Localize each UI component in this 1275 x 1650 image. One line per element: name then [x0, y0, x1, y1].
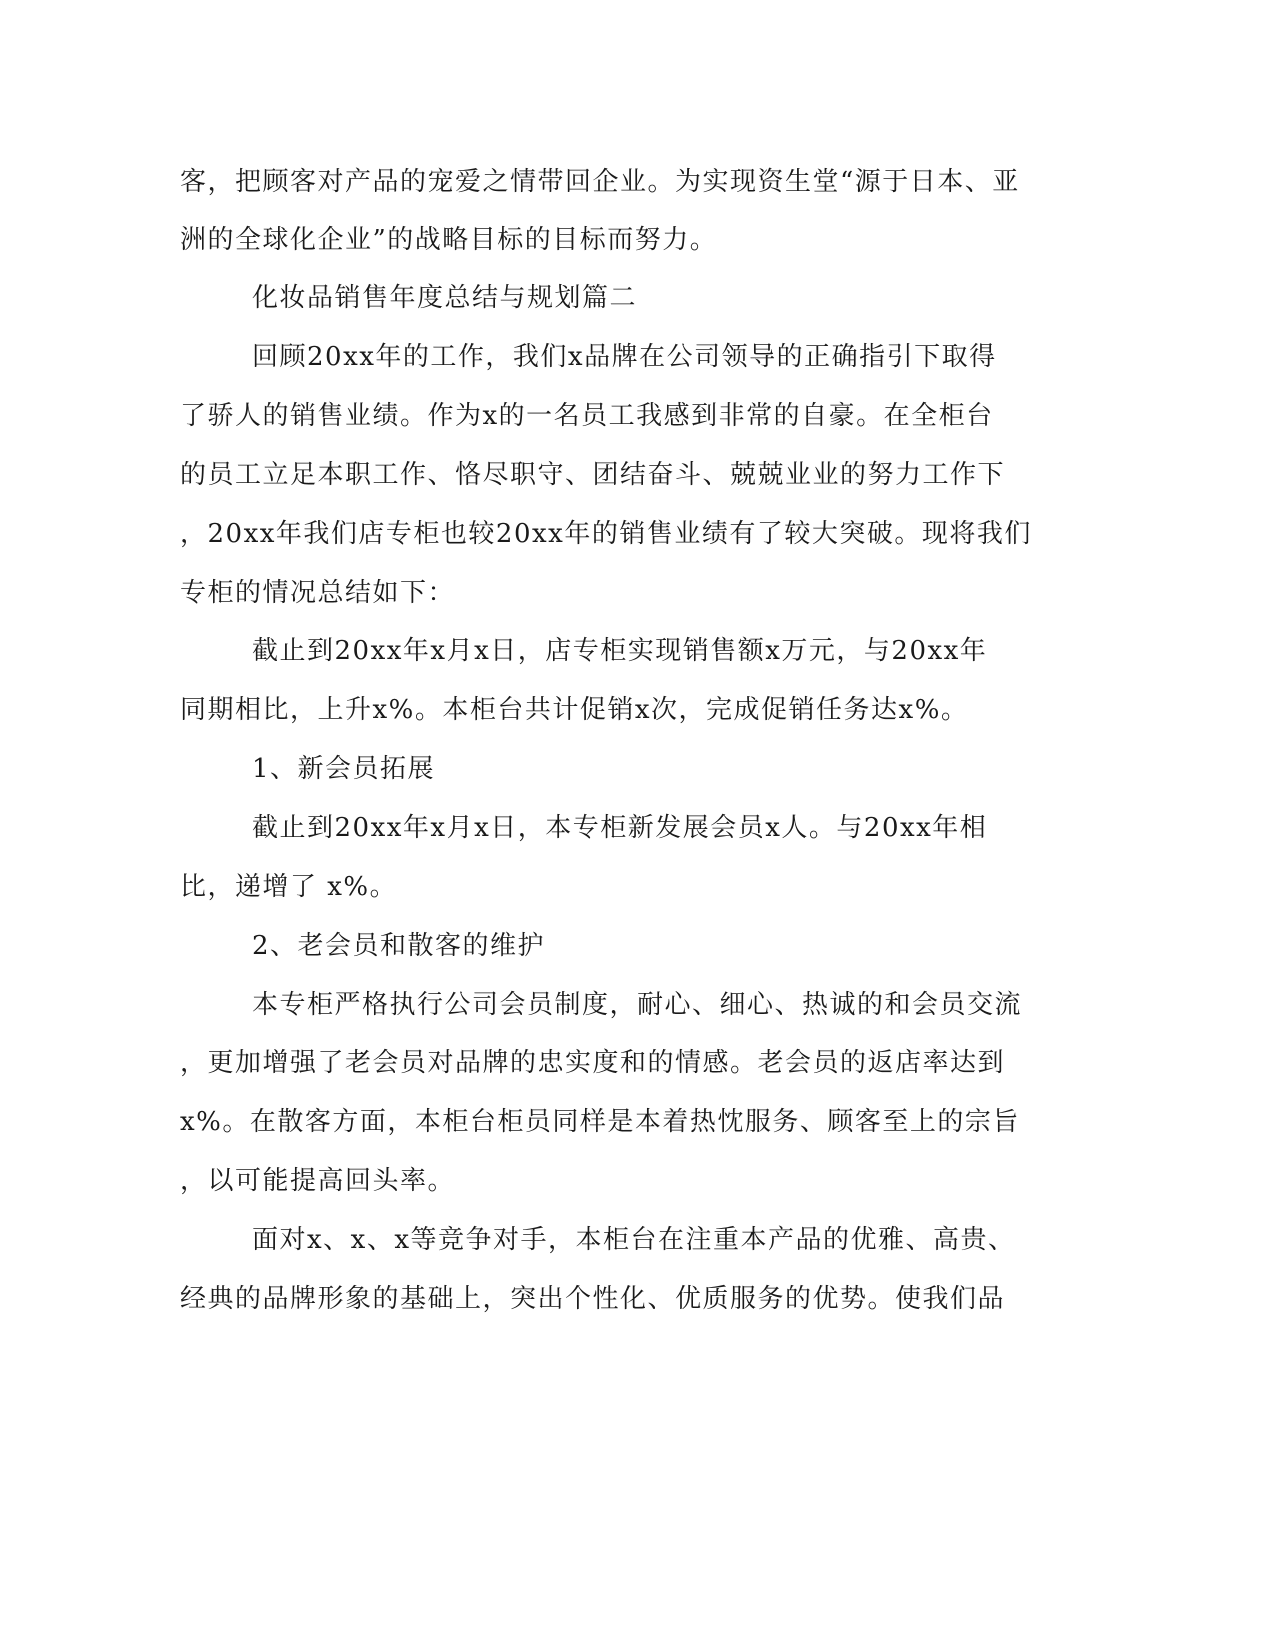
text-line: x%。在散客方面，本柜台柜员同样是本着热忱服务、顾客至上的宗旨 — [180, 1107, 1020, 1137]
text-line: 洲的全球化企业”的战略目标的目标而努力。 — [180, 225, 718, 255]
text-line: 面对x、x、x等竞争对手，本柜台在注重本产品的优雅、高贵、 — [252, 1225, 1016, 1255]
section-title: 化妆品销售年度总结与规划篇二 — [252, 283, 638, 313]
text-line: ，20xx年我们店专柜也较20xx年的销售业绩有了较大突破。现将我们 — [180, 519, 1032, 549]
text-line: ，更加增强了老会员对品牌的忠实度和的情感。老会员的返店率达到 — [180, 1048, 1006, 1078]
list-heading: 2、老会员和散客的维护 — [252, 931, 546, 961]
list-heading: 1、新会员拓展 — [252, 754, 436, 784]
text-line: 截止到20xx年x月x日，本专柜新发展会员x人。与20xx年相 — [252, 813, 988, 843]
text-line: 经典的品牌形象的基础上，突出个性化、优质服务的优势。使我们品 — [180, 1284, 1006, 1314]
text-line: ，以可能提高回头率。 — [180, 1166, 456, 1196]
text-line: 截止到20xx年x月x日，店专柜实现销售额x万元，与20xx年 — [252, 636, 988, 666]
text-line: 专柜的情况总结如下： — [180, 578, 456, 608]
text-line: 了骄人的销售业绩。作为x的一名员工我感到非常的自豪。在全柜台 — [180, 401, 994, 431]
text-line: 回顾20xx年的工作，我们x品牌在公司领导的正确指引下取得 — [252, 342, 997, 372]
text-line: 本专柜严格执行公司会员制度，耐心、细心、热诚的和会员交流 — [252, 990, 1023, 1020]
text-line: 同期相比，上升x%。本柜台共计促销x次，完成促销任务达x%。 — [180, 695, 969, 725]
text-line: 客，把顾客对产品的宠爱之情带回企业。为实现资生堂“源于日本、亚 — [180, 167, 1020, 197]
text-line: 比，递增了 x%。 — [180, 872, 398, 902]
text-line: 的员工立足本职工作、恪尽职守、团结奋斗、兢兢业业的努力工作下 — [180, 460, 1006, 490]
